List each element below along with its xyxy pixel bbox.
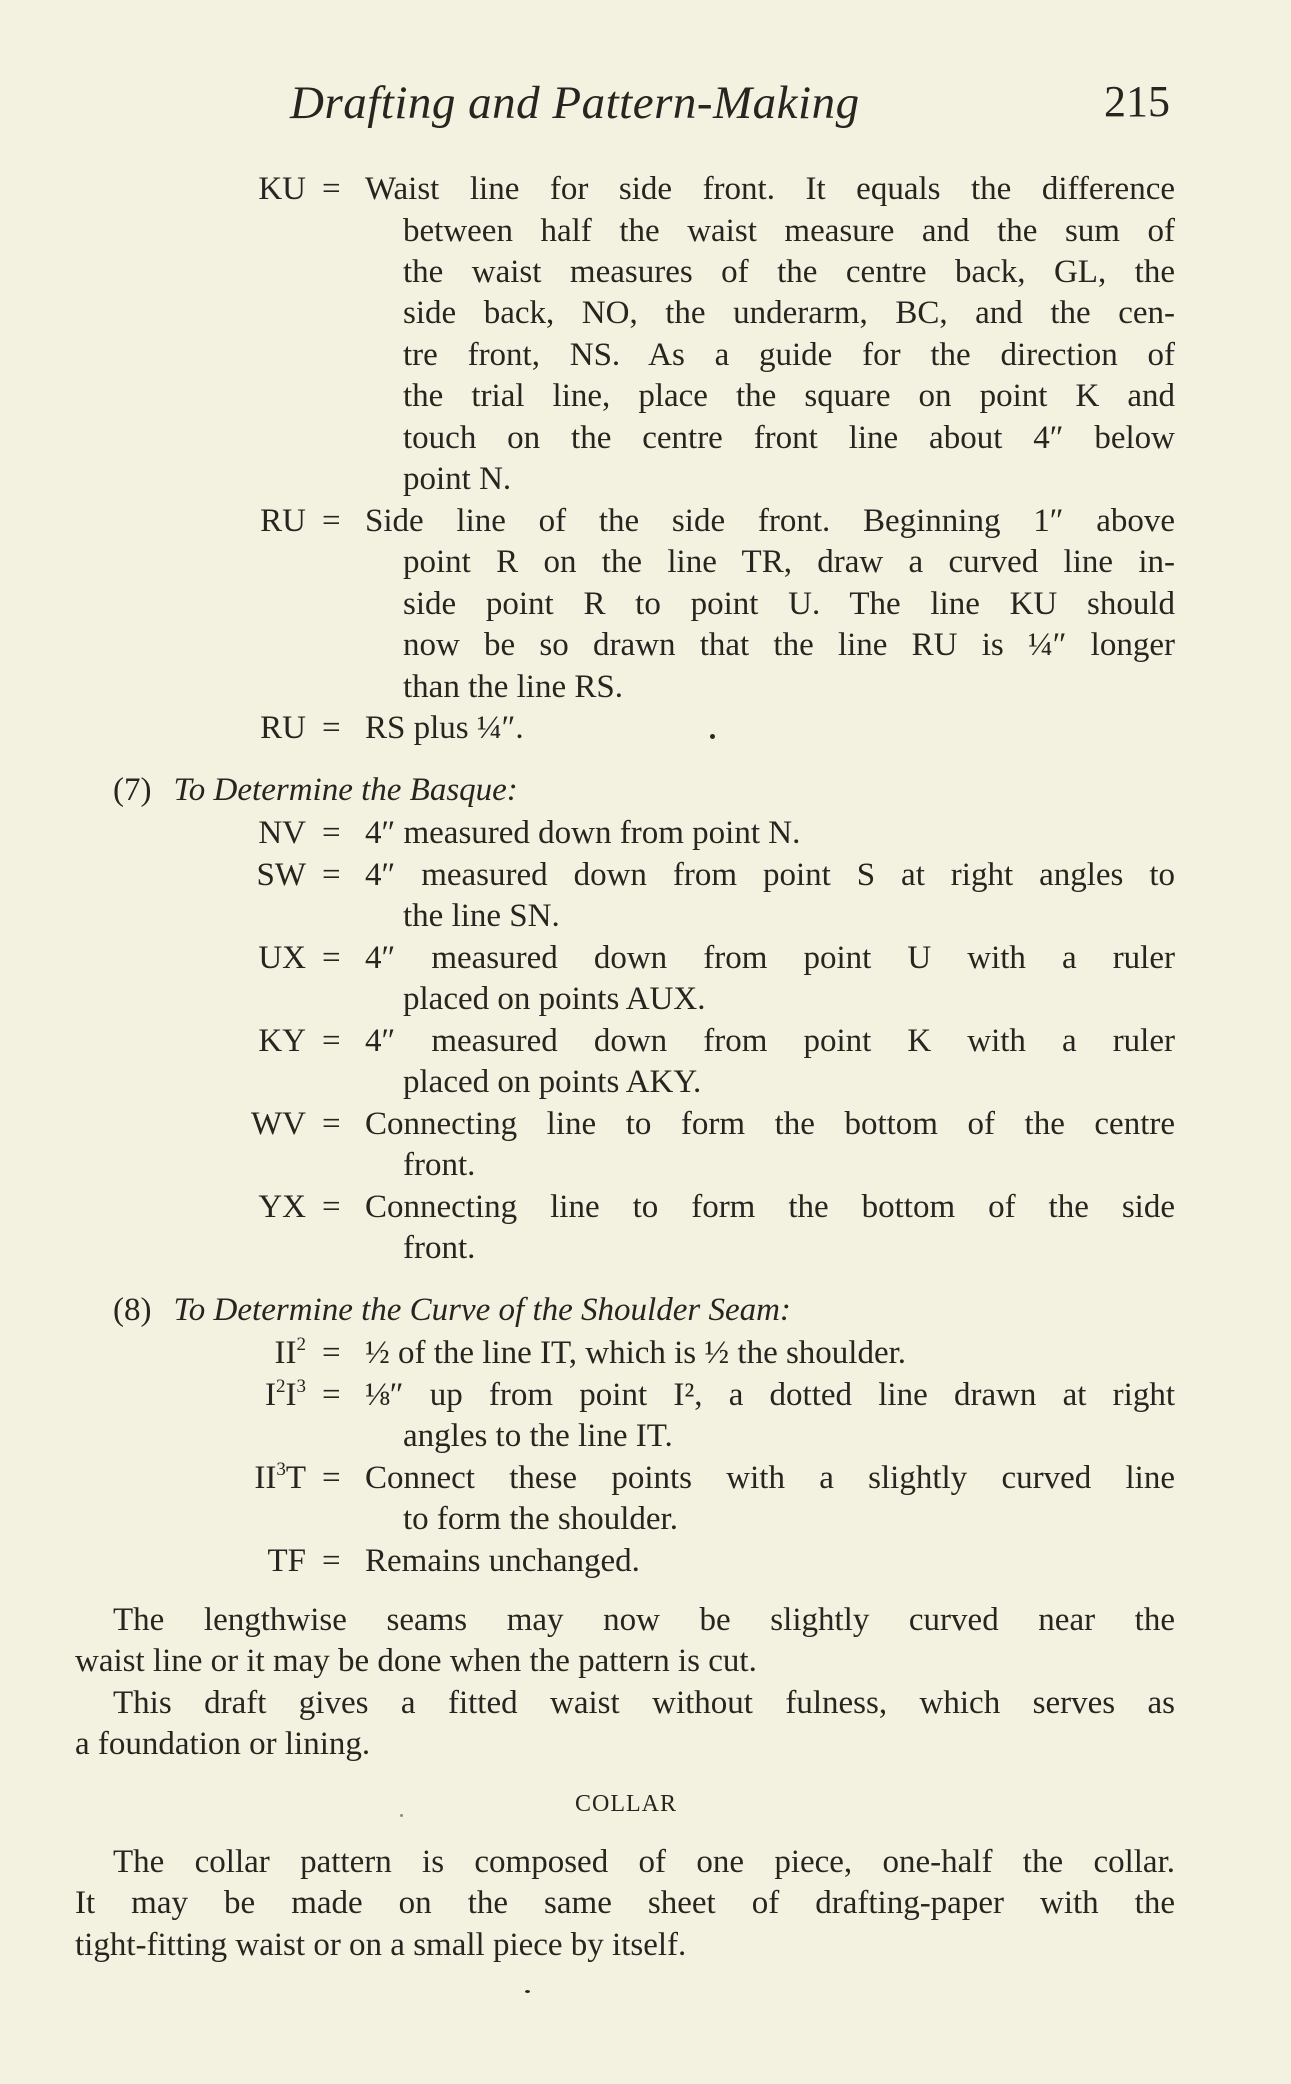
definition-line: to form the shoulder.: [403, 1501, 678, 1537]
definition-line: front.: [403, 1147, 476, 1183]
definition-term: $I^2I^3$: [265, 1376, 306, 1413]
equals-sign: =: [322, 1377, 341, 1413]
equals-sign: =: [322, 1189, 341, 1225]
definition-line: point N.: [403, 461, 512, 497]
definition-term: TF: [267, 1543, 306, 1579]
paper-speck: [525, 1990, 530, 1993]
definition-line: placed on points AKY.: [403, 1064, 702, 1100]
section-title: To Determine the Basque:: [173, 772, 518, 808]
page-header: [290, 76, 1170, 136]
equals-sign: =: [322, 1460, 341, 1496]
equals-sign: =: [322, 1023, 341, 1059]
section-number: (7): [113, 772, 152, 808]
definition-line: between half the waist measure and the sum of: [403, 213, 1175, 249]
definition-line: side back, NO, the underarm, BC, and the cen-: [403, 295, 1175, 331]
definition-line: touch on the centre front line about 4″ below: [403, 420, 1175, 456]
definition-term: $II^2$: [274, 1334, 306, 1371]
definition-term: KU: [258, 171, 306, 207]
section-heading-8: [113, 1290, 791, 1331]
equals-sign: =: [322, 1335, 341, 1371]
definition-line: 4″ measured down from point K with a ruler: [365, 1023, 1175, 1059]
section-heading-7: [113, 770, 518, 811]
definition-line: side point R to point U. The line KU should: [403, 586, 1175, 622]
equals-sign: =: [322, 503, 341, 539]
definition-line: Connecting line to form the bottom of the centre: [365, 1106, 1175, 1142]
definition-line: Side line of the side front. Beginning 1″ above: [365, 503, 1175, 539]
definition-line: angles to the line IT.: [403, 1418, 673, 1454]
equals-sign: =: [322, 857, 341, 893]
definition-term: NV: [258, 815, 306, 851]
equals-sign: =: [322, 940, 341, 976]
paragraph-line: The collar pattern is composed of one piece, one-half the collar.: [113, 1844, 1175, 1880]
definition-term: RU: [260, 710, 306, 746]
definition-line: Waist line for side front. It equals the difference: [365, 171, 1175, 207]
definition-term: KY: [258, 1023, 306, 1059]
section-title: To Determine the Curve of the Shoulder Seam:: [173, 1292, 791, 1328]
definition-line: tre front, NS. As a guide for the direction of: [403, 337, 1175, 373]
definition-term: SW: [256, 857, 306, 893]
definition-line: the line SN.: [403, 898, 560, 934]
definition-line: 4″ measured down from point S at right angles to: [365, 857, 1175, 893]
equals-sign: =: [322, 171, 341, 207]
equals-sign: =: [322, 815, 341, 851]
definition-line: Connect these points with a slightly curved line: [365, 1460, 1175, 1496]
paragraph-line: This draft gives a fitted waist without fulness, which serves as: [113, 1685, 1175, 1721]
definition-line: front.: [403, 1230, 476, 1266]
paragraph-line: The lengthwise seams may now be slightly curved near the: [113, 1602, 1175, 1638]
definition-line: the waist measures of the centre back, GL, the: [403, 254, 1175, 290]
equals-sign: =: [322, 710, 341, 746]
definition-line: ⅛″ up from point I², a dotted line drawn at right: [365, 1377, 1175, 1413]
definition-line: the trial line, place the square on point K and: [403, 378, 1175, 414]
definition-term: YX: [258, 1189, 306, 1225]
definition-line: Remains unchanged.: [365, 1543, 640, 1579]
section-number: (8): [113, 1292, 152, 1328]
definition-line: 4″ measured down from point U with a ruler: [365, 940, 1175, 976]
paragraph-line: a foundation or lining.: [75, 1726, 371, 1762]
paragraph-line: tight-fitting waist or on a small piece by itself.: [75, 1927, 687, 1963]
paper-speck: [400, 1814, 403, 1817]
collar-heading: COLLAR: [575, 1791, 677, 1817]
definition-line: RS plus ¼″.: [365, 710, 524, 746]
definition-line: Connecting line to form the bottom of the side: [365, 1189, 1175, 1225]
definition-line: point R on the line TR, draw a curved line in-: [403, 544, 1175, 580]
page-number: 215: [1104, 77, 1170, 126]
equals-sign: =: [322, 1543, 341, 1579]
equals-sign: =: [322, 1106, 341, 1142]
definition-term: UX: [258, 940, 306, 976]
definition-line: placed on points AUX.: [403, 981, 706, 1017]
definition-line: than the line RS.: [403, 669, 623, 705]
definition-term: $II^3T$: [254, 1459, 306, 1496]
definition-term: RU: [260, 503, 306, 539]
paragraph-line: waist line or it may be done when the pattern is cut.: [75, 1643, 757, 1679]
paper-speck: [710, 734, 715, 739]
running-title: Drafting and Pattern-Making: [290, 77, 860, 129]
definition-line: 4″ measured down from point N.: [365, 815, 801, 851]
definition-line: ½ of the line IT, which is ½ the shoulder.: [365, 1335, 907, 1371]
definition-line: now be so drawn that the line RU is ¼″ longer: [403, 627, 1175, 663]
definition-term: WV: [251, 1106, 306, 1142]
paragraph-line: It may be made on the same sheet of drafting-paper with the: [75, 1885, 1175, 1921]
